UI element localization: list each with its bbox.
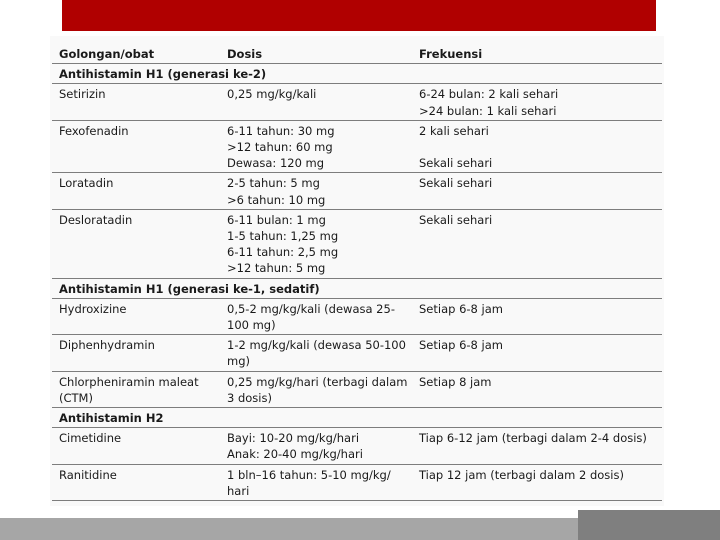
table-row bbox=[52, 335, 662, 371]
table-row bbox=[52, 371, 662, 407]
drug-name-cell: Diphenhydramin bbox=[52, 335, 220, 371]
table-row bbox=[52, 209, 662, 278]
table-row bbox=[52, 84, 662, 120]
title-banner bbox=[62, 0, 656, 31]
dose-cell: 6-11 tahun: 30 mg >12 tahun: 60 mg Dewasa: 120 mg bbox=[220, 120, 412, 173]
table-row bbox=[52, 464, 662, 500]
dosage-table-image bbox=[50, 36, 664, 506]
header-golongan-obat: Golongan/obat bbox=[52, 36, 220, 64]
dose-cell: 0,25 mg/kg/kali bbox=[220, 84, 412, 120]
table-body bbox=[52, 64, 662, 501]
frequency-cell: Setiap 6-8 jam bbox=[412, 298, 662, 334]
frequency-cell: Tiap 6-12 jam (terbagi dalam 2-4 dosis) bbox=[412, 428, 662, 464]
group-title: Antihistamin H1 (generasi ke-1, sedatif) bbox=[52, 278, 662, 298]
table-row bbox=[52, 428, 662, 464]
drug-name-cell: Cimetidine bbox=[52, 428, 220, 464]
table-row bbox=[52, 298, 662, 334]
table-row bbox=[52, 173, 662, 209]
drug-name-cell: Ranitidine bbox=[52, 464, 220, 500]
frequency-cell: Setiap 6-8 jam bbox=[412, 335, 662, 371]
group-row bbox=[52, 278, 662, 298]
drug-name-cell: Hydroxizine bbox=[52, 298, 220, 334]
group-title: Antihistamin H2 bbox=[52, 408, 662, 428]
group-row bbox=[52, 408, 662, 428]
dose-cell: 2-5 tahun: 5 mg >6 tahun: 10 mg bbox=[220, 173, 412, 209]
frequency-cell: Setiap 8 jam bbox=[412, 371, 662, 407]
frequency-cell: Tiap 12 jam (terbagi dalam 2 dosis) bbox=[412, 464, 662, 500]
drug-name-cell: Fexofenadin bbox=[52, 120, 220, 173]
header-frekuensi: Frekuensi bbox=[412, 36, 662, 64]
table-row bbox=[52, 120, 662, 173]
frequency-cell: Sekali sehari bbox=[412, 209, 662, 278]
group-title: Antihistamin H1 (generasi ke-2) bbox=[52, 64, 662, 84]
dose-cell: 1 bln–16 tahun: 5-10 mg/kg/ hari bbox=[220, 464, 412, 500]
frequency-cell: 2 kali sehari Sekali sehari bbox=[412, 120, 662, 173]
drug-name-cell: Chlorpheniramin maleat (CTM) bbox=[52, 371, 220, 407]
dosage-table bbox=[52, 36, 662, 501]
drug-name-cell: Setirizin bbox=[52, 84, 220, 120]
frequency-cell: Sekali sehari bbox=[412, 173, 662, 209]
dose-cell: Bayi: 10-20 mg/kg/hari Anak: 20-40 mg/kg/hari bbox=[220, 428, 412, 464]
dose-cell: 6-11 bulan: 1 mg 1-5 tahun: 1,25 mg 6-11 tahun: 2,5 mg >12 tahun: 5 mg bbox=[220, 209, 412, 278]
table-header-row bbox=[52, 36, 662, 64]
footer-bar bbox=[0, 518, 578, 540]
group-row bbox=[52, 64, 662, 84]
dose-cell: 0,25 mg/kg/hari (terbagi dalam 3 dosis) bbox=[220, 371, 412, 407]
header-dosis: Dosis bbox=[220, 36, 412, 64]
frequency-cell: 6-24 bulan: 2 kali sehari >24 bulan: 1 kali sehari bbox=[412, 84, 662, 120]
drug-name-cell: Desloratadin bbox=[52, 209, 220, 278]
drug-name-cell: Loratadin bbox=[52, 173, 220, 209]
dose-cell: 1-2 mg/kg/kali (dewasa 50-100 mg) bbox=[220, 335, 412, 371]
footer-accent-bar bbox=[578, 510, 720, 540]
dose-cell: 0,5-2 mg/kg/kali (dewasa 25- 100 mg) bbox=[220, 298, 412, 334]
